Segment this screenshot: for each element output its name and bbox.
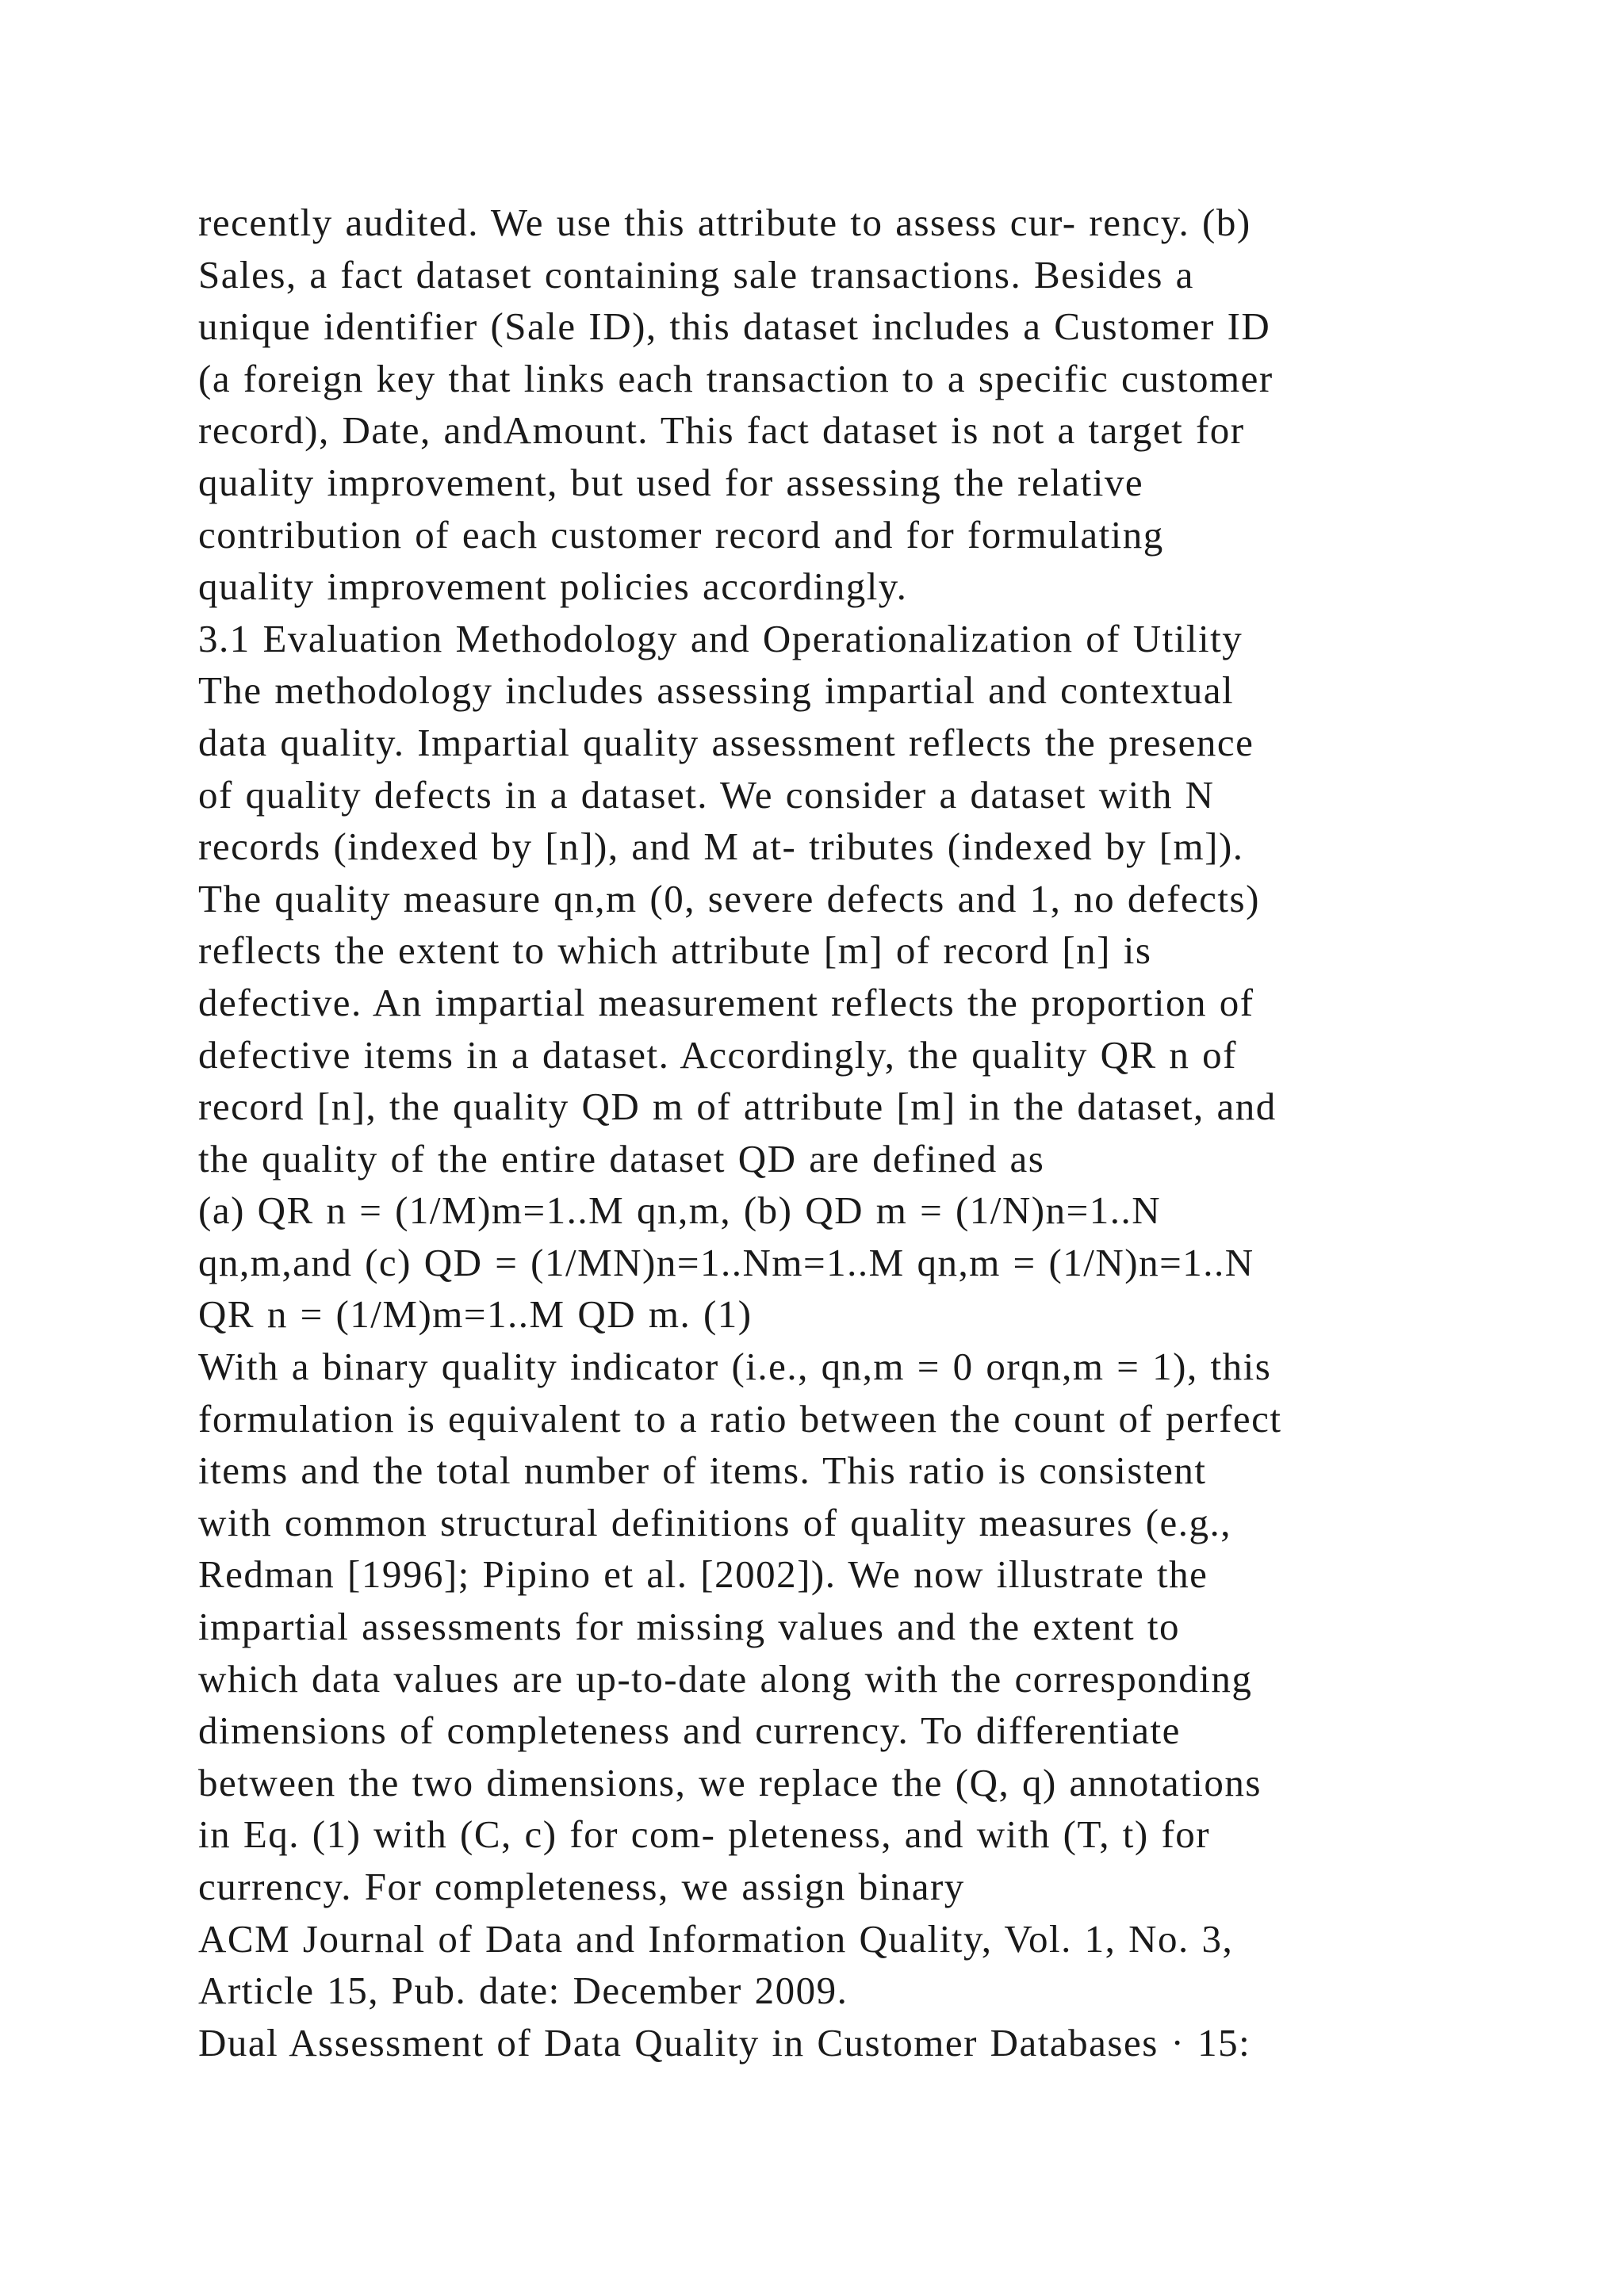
text-line: defective. An impartial measurement reflects the proportion of [198, 980, 1254, 1024]
text-line: dimensions of completeness and currency. To differentiate [198, 1709, 1181, 1753]
equation-line: QR n = (1/M)m=1..M QD m. (1) [198, 1292, 753, 1337]
text-line: which data values are up-to-date along with the corresponding [198, 1656, 1253, 1701]
text-line: the quality of the entire dataset QD are defined as [198, 1136, 1045, 1181]
text-line: contribution of each customer record and for formulating [198, 512, 1164, 557]
text-line: data quality. Impartial quality assessment reflects the presence [198, 720, 1254, 764]
text-line: Redman [1996]; Pipino et al. [2002]). We now illustrate the [198, 1552, 1208, 1597]
text-line: currency. For completeness, we assign binary [198, 1865, 965, 1908]
text-line: quality improvement policies accordingly. [198, 564, 908, 609]
text-line: With a binary quality indicator (i.e., qn,m = 0 orqn,m = 1), this [198, 1345, 1272, 1389]
text-line: Sales, a fact dataset containing sale transactions. Besides a [198, 252, 1194, 297]
text-line: quality improvement, but used for assessing the relative [198, 460, 1144, 504]
text-line: of quality defects in a dataset. We consider a dataset with N [198, 772, 1215, 817]
text-line: The quality measure qn,m (0, severe defects and 1, no defects) [198, 876, 1260, 920]
text-line: (a foreign key that links each transaction to a specific customer [198, 356, 1274, 400]
running-header-line: Dual Assessment of Data Quality in Customer Databases · 15: [198, 2020, 1251, 2064]
text-line: record), Date, andAmount. This fact dataset is not a target for [198, 408, 1245, 453]
text-line: unique identifier (Sale ID), this dataset includes a Customer ID [198, 304, 1271, 349]
section-heading: 3.1 Evaluation Methodology and Operationalization of Utility [198, 616, 1243, 660]
text-line: items and the total number of items. This ratio is consistent [198, 1448, 1207, 1493]
journal-footer-line: ACM Journal of Data and Information Quality, Vol. 1, No. 3, [198, 1916, 1234, 1961]
journal-footer-line: Article 15, Pub. date: December 2009. [198, 1969, 848, 2013]
equation-line: qn,m,and (c) QD = (1/MN)n=1..Nm=1..M qn,m = (1/N)n=1..N [198, 1240, 1254, 1284]
text-line: defective items in a dataset. Accordingly, the quality QR n of [198, 1032, 1237, 1077]
text-line: in Eq. (1) with (C, c) for com- pleteness, and with (T, t) for [198, 1812, 1211, 1857]
document-body [198, 197, 1546, 2068]
text-line: impartial assessments for missing values and the extent to [198, 1605, 1180, 1649]
text-line: with common structural definitions of quality measures (e.g., [198, 1500, 1232, 1544]
text-line: The methodology includes assessing impartial and contextual [198, 668, 1235, 713]
text-line: formulation is equivalent to a ratio between the count of perfect [198, 1396, 1282, 1441]
text-line: record [n], the quality QD m of attribute [m] in the dataset, and [198, 1085, 1277, 1129]
equation-line: (a) QR n = (1/M)m=1..M qn,m, (b) QD m = (1/N)n=1..N [198, 1188, 1162, 1233]
text-line: reflects the extent to which attribute [m] of record [n] is [198, 928, 1152, 973]
text-line: recently audited. We use this attribute to assess cur- rency. (b) [198, 201, 1251, 244]
text-line: between the two dimensions, we replace the (Q, q) annotations [198, 1760, 1262, 1804]
text-line: records (indexed by [n]), and M at- tributes (indexed by [m]). [198, 825, 1244, 869]
